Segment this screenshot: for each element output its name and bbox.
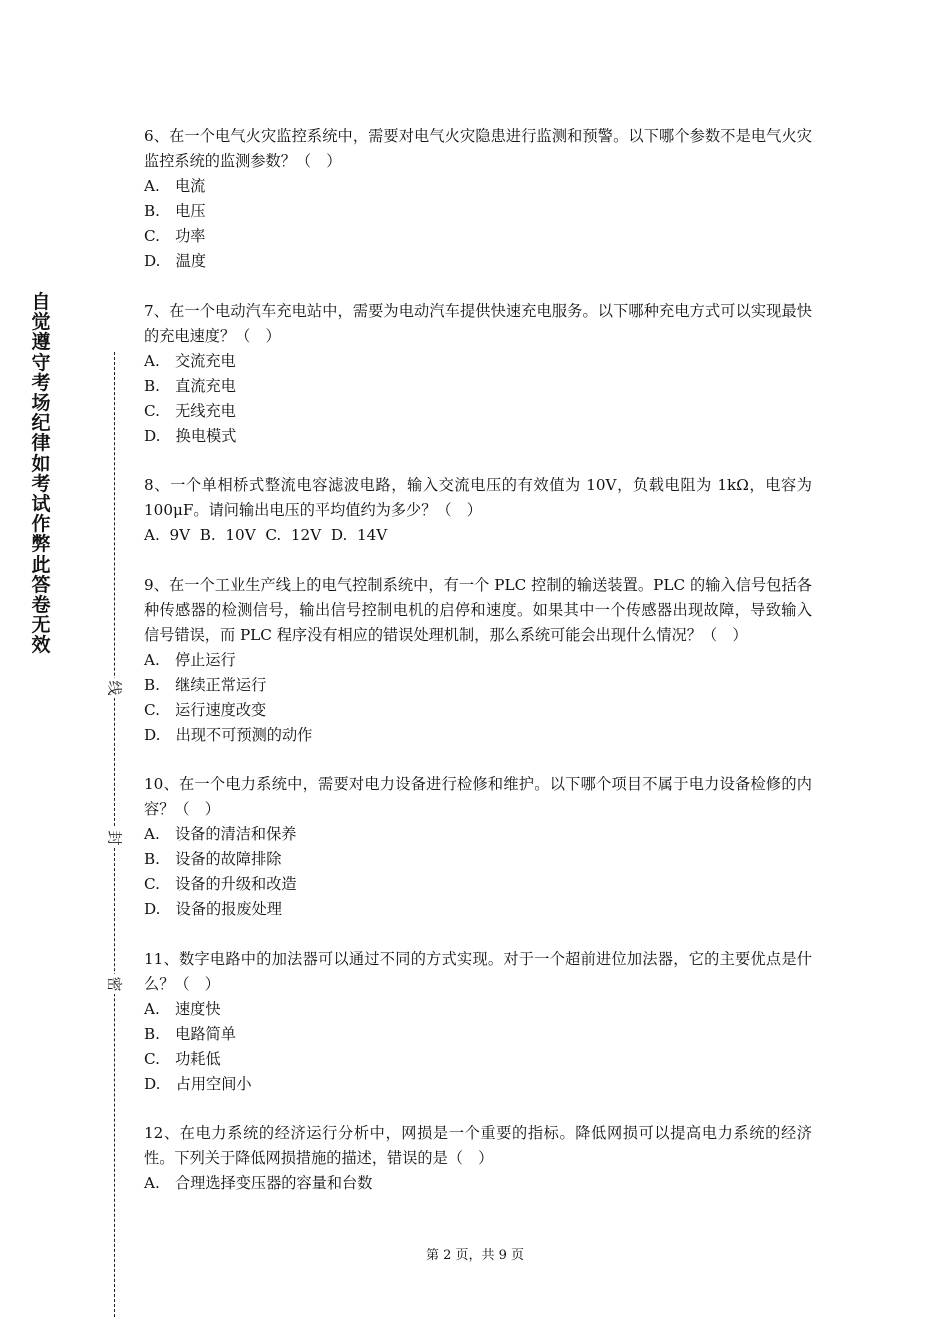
option-c: C. 功耗低 [144,1049,221,1068]
question-stem: 7、在一个电动汽车充电站中，需要为电动汽车提供快速充电服务。以下哪种充电方式可以实现最快的充电速度？（ ） [144,301,812,345]
option-c: C. 无线充电 [144,401,236,420]
option-d: D. 出现不可预测的动作 [144,725,313,744]
option-a: A. 合理选择变压器的容量和台数 [144,1174,373,1192]
option-a: A. 电流 [144,177,206,195]
question-list [144,124,812,1221]
binding-mark-line: 线 [105,678,125,698]
option-b: B. 电路简单 [144,1024,236,1043]
option-c: C. 运行速度改变 [144,700,267,719]
question-stem: 11、数字电路中的加法器可以通过不同的方式实现。对于一个超前进位加法器，它的主要优点是什么？（ ） [144,949,812,993]
option-a: A. 设备的清洁和保养 [144,825,297,843]
option-b: B. 继续正常运行 [144,675,267,694]
option-a: A. 交流充电 [144,351,236,370]
option-d: D. 占用空间小 [144,1074,252,1093]
question-stem: 9、在一个工业生产线上的电气控制系统中，有一个 PLC 控制的输送装置。PLC 的输入信号包括各种传感器的检测信号，输出信号控制电机的启停和速度。如果其中一个传感器出现故障，导致输入信号错误，而 PLC 程序没有相应的错误处理机制，那么系统可能会出现什么情况？（ ） [144,575,812,644]
binding-mark-seal: 封 [105,828,125,848]
question-6 [144,124,812,274]
question-stem: 6、在一个电气火灾监控系统中，需要对电气火灾隐患进行监测和预警。以下哪个参数不是电气火灾监控系统的监测参数？（ ） [144,127,812,170]
option-b: B. 直流充电 [144,376,236,395]
option-b: B. 电压 [144,202,206,220]
question-10 [144,772,812,922]
option-d: D. 换电模式 [144,426,237,445]
option-d: D. 温度 [144,252,207,270]
options-inline: A. 9V B. 10V C. 12V D. 14V [144,526,388,544]
option-b: B. 设备的故障排除 [144,850,282,868]
question-11 [144,947,812,1097]
exam-discipline-notice: 自觉遵守考场纪律如考试作弊此答卷无效 [31,291,51,657]
option-a: A. 速度快 [144,999,221,1018]
question-stem: 12、在电力系统的经济运行分析中，网损是一个重要的指标。降低网损可以提高电力系统的经济性。下列关于降低网损措施的描述，错误的是（ ） [144,1124,812,1167]
option-c: C. 设备的升级和改造 [144,875,297,893]
question-stem: 8、一个单相桥式整流电容滤波电路，输入交流电压的有效值为 10V，负载电阻为 1kΩ，电容为 100μF。请问输出电压的平均值约为多少？（ ） [144,476,812,519]
question-9 [144,573,812,748]
question-7 [144,299,812,449]
question-stem: 10、在一个电力系统中，需要对电力设备进行检修和维护。以下哪个项目不属于电力设备检修的内容？（ ） [144,775,812,818]
option-d: D. 设备的报废处理 [144,900,282,918]
page-number-footer: 第 2 页，共 9 页 [425,1248,525,1263]
question-8 [144,473,812,548]
option-a: A. 停止运行 [144,650,236,669]
binding-mark-secret: 密 [105,974,125,994]
option-c: C. 功率 [144,227,206,245]
question-12 [144,1121,812,1196]
